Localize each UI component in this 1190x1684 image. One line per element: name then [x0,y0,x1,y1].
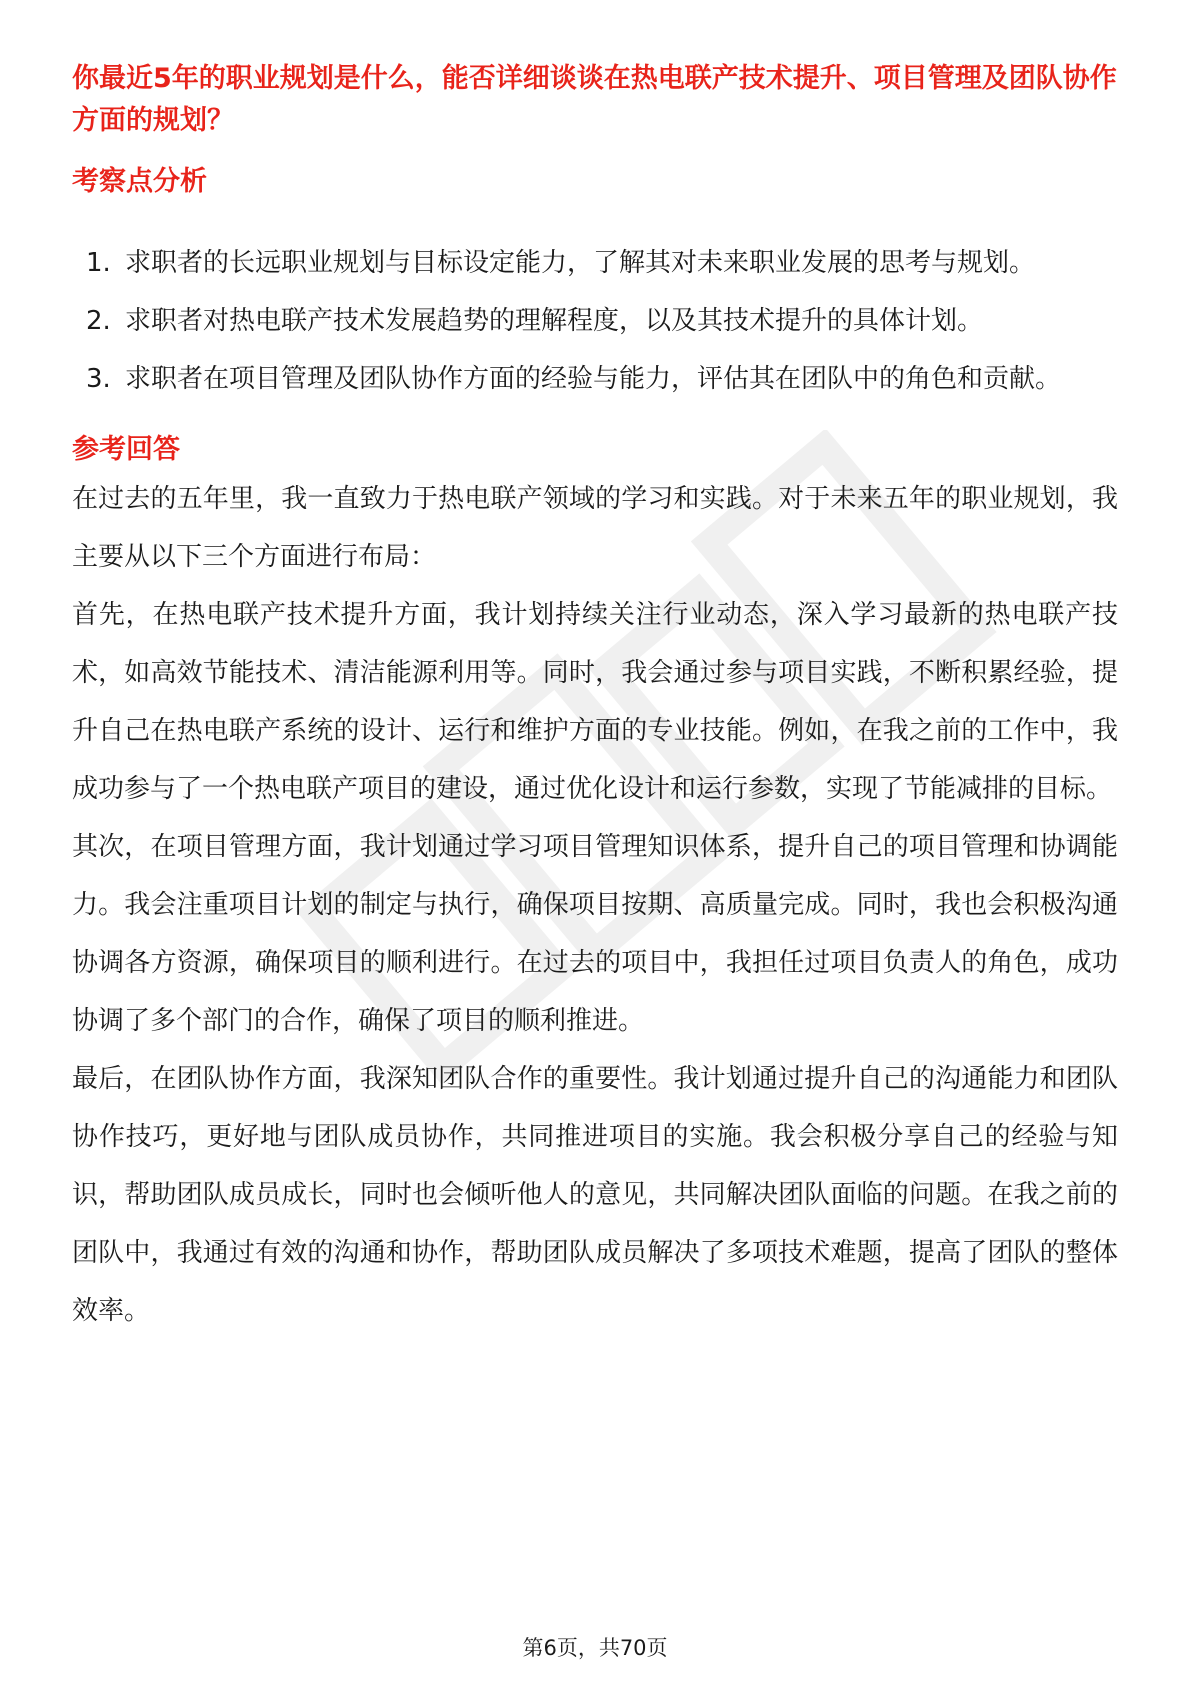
answer-paragraph: 其次，在项目管理方面，我计划通过学习项目管理知识体系，提升自己的项目管理和协调能力。我会注重项目计划的制定与执行，确保项目按期、高质量完成。同时，我也会积极沟通协调各方资源，确保项目的顺利进行。在过去的项目中，我担任过项目负责人的角色，成功协调了多个部门的合作，确保了项目的顺利推进。 [72,832,1118,1036]
point-number: 2. [86,306,111,336]
point-text: 求职者的长远职业规划与目标设定能力，了解其对未来职业发展的思考与规划。 [125,248,1036,278]
analysis-heading: 考察点分析 [72,166,207,197]
analysis-point [72,350,1118,408]
analysis-point [72,234,1118,292]
point-number: 3. [86,364,111,394]
answer-paragraph: 在过去的五年里，我一直致力于热电联产领域的学习和实践。对于未来五年的职业规划，我主要从以下三个方面进行布局： [72,484,1118,572]
page-number-footer: 第6页，共70页 [522,1636,668,1660]
analysis-point [72,292,1118,350]
answer-paragraph: 最后，在团队协作方面，我深知团队合作的重要性。我计划通过提升自己的沟通能力和团队协作技巧，更好地与团队成员协作，共同推进项目的实施。我会积极分享自己的经验与知识，帮助团队成员成长，同时也会倾听他人的意见，共同解决团队面临的问题。在我之前的团队中，我通过有效的沟通和协作，帮助团队成员解决了多项技术难题，提高了团队的整体效率。 [72,1064,1118,1326]
point-text: 求职者在项目管理及团队协作方面的经验与能力，评估其在团队中的角色和贡献。 [125,364,1062,394]
main-content [72,58,1118,1340]
point-text: 求职者对热电联产技术发展趋势的理解程度，以及其技术提升的具体计划。 [125,306,984,336]
point-number: 1. [86,248,111,278]
question-title: 你最近5年的职业规划是什么，能否详细谈谈在热电联产技术提升、项目管理及团队协作方面的规划？ [72,63,1117,136]
analysis-points-list [72,234,1118,408]
answer-heading: 参考回答 [72,434,180,465]
answer-paragraph: 首先，在热电联产技术提升方面，我计划持续关注行业动态，深入学习最新的热电联产技术，如高效节能技术、清洁能源利用等。同时，我会通过参与项目实践，不断积累经验，提升自己在热电联产系统的设计、运行和维护方面的专业技能。例如，在我之前的工作中，我成功参与了一个热电联产项目的建设，通过优化设计和运行参数，实现了节能减排的目标。 [72,600,1118,804]
